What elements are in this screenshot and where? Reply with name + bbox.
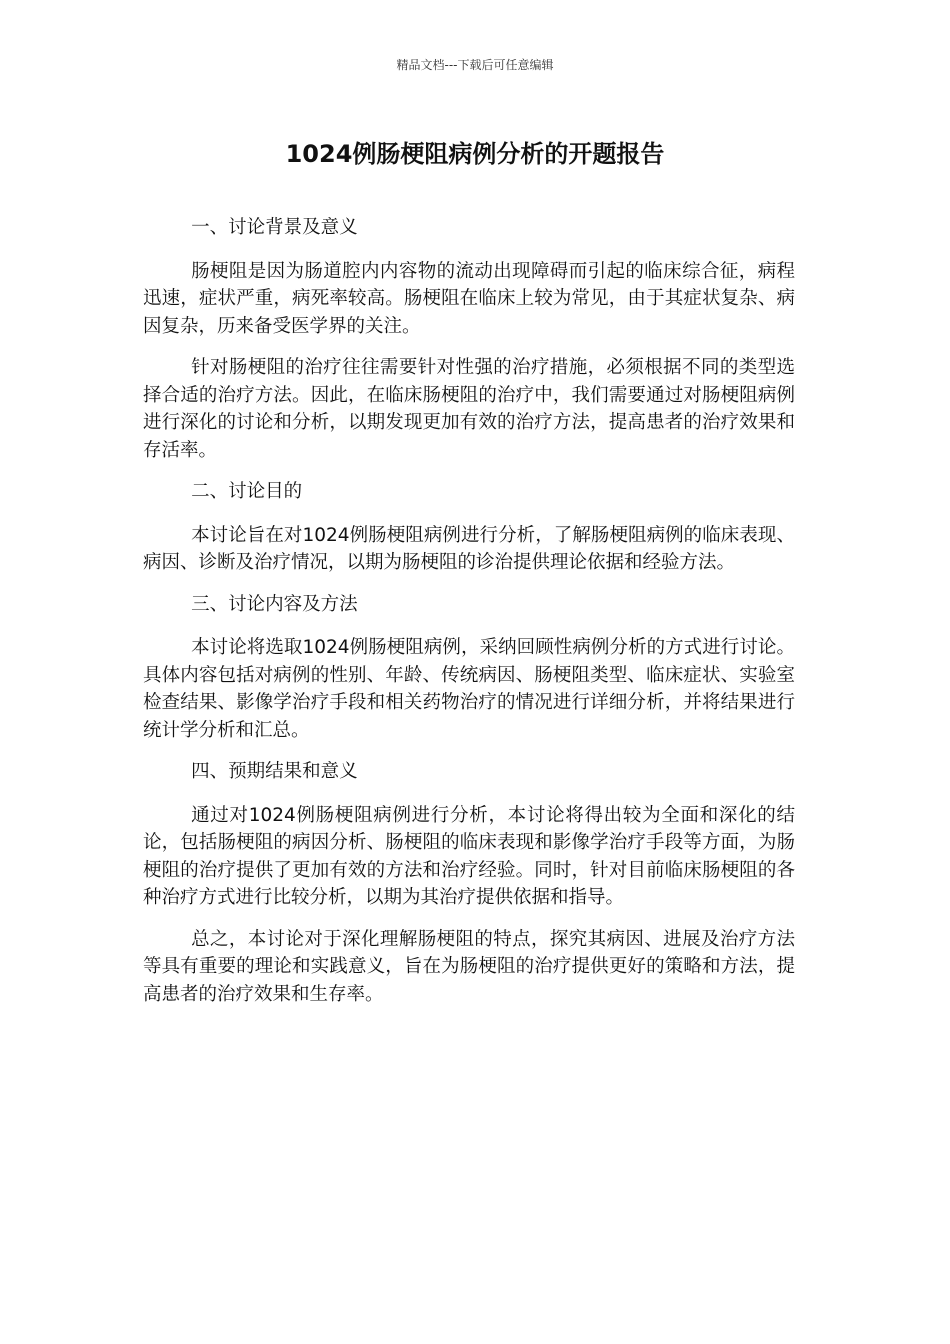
document-body (143, 214, 795, 1022)
body-paragraph: 肠梗阻是因为肠道腔内内容物的流动出现障碍而引起的临床综合征，病程迅速，症状严重，病死率较高。肠梗阻在临床上较为常见，由于其症状复杂、病因复杂，历来备受医学界的关注。 (143, 260, 795, 337)
body-paragraph: 通过对1024例肠梗阻病例进行分析，本讨论将得出较为全面和深化的结论，包括肠梗阻的病因分析、肠梗阻的临床表现和影像学治疗手段等方面，为肠梗阻的治疗提供了更加有效的方法和治疗经验。同时，针对目前临床肠梗阻的各种治疗方式进行比较分析，以期为其治疗提供依据和指导。 (143, 804, 795, 908)
conclusion-paragraph: 总之，本讨论对于深化理解肠梗阻的特点，探究其病因、进展及治疗方法等具有重要的理论和实践意义，旨在为肠梗阻的治疗提供更好的策略和方法，提高患者的治疗效果和生存率。 (143, 928, 795, 1005)
section-heading-background: 一、讨论背景及意义 (191, 217, 358, 238)
page-header-watermark: 精品文档---下载后可任意编辑 (396, 58, 554, 72)
document-title: 1024例肠梗阻病例分析的开题报告 (285, 140, 665, 168)
body-paragraph: 本讨论旨在对1024例肠梗阻病例进行分析，了解肠梗阻病例的临床表现、病因、诊断及治疗情况，以期为肠梗阻的诊治提供理论依据和经验方法。 (143, 524, 795, 573)
body-paragraph: 本讨论将选取1024例肠梗阻病例，采纳回顾性病例分析的方式进行讨论。具体内容包括对病例的性别、年龄、传统病因、肠梗阻类型、临床症状、实验室检查结果、影像学治疗手段和相关药物治疗的情况进行详细分析，并将结果进行统计学分析和汇总。 (143, 637, 795, 741)
section-heading-expected-results: 四、预期结果和意义 (191, 761, 358, 782)
body-paragraph: 针对肠梗阻的治疗往往需要针对性强的治疗措施，必须根据不同的类型选择合适的治疗方法。因此，在临床肠梗阻的治疗中，我们需要通过对肠梗阻病例进行深化的讨论和分析，以期发现更加有效的治疗方法，提高患者的治疗效果和存活率。 (143, 357, 795, 461)
section-heading-content-method: 三、讨论内容及方法 (191, 593, 358, 615)
section-heading-purpose: 二、讨论目的 (191, 481, 303, 502)
